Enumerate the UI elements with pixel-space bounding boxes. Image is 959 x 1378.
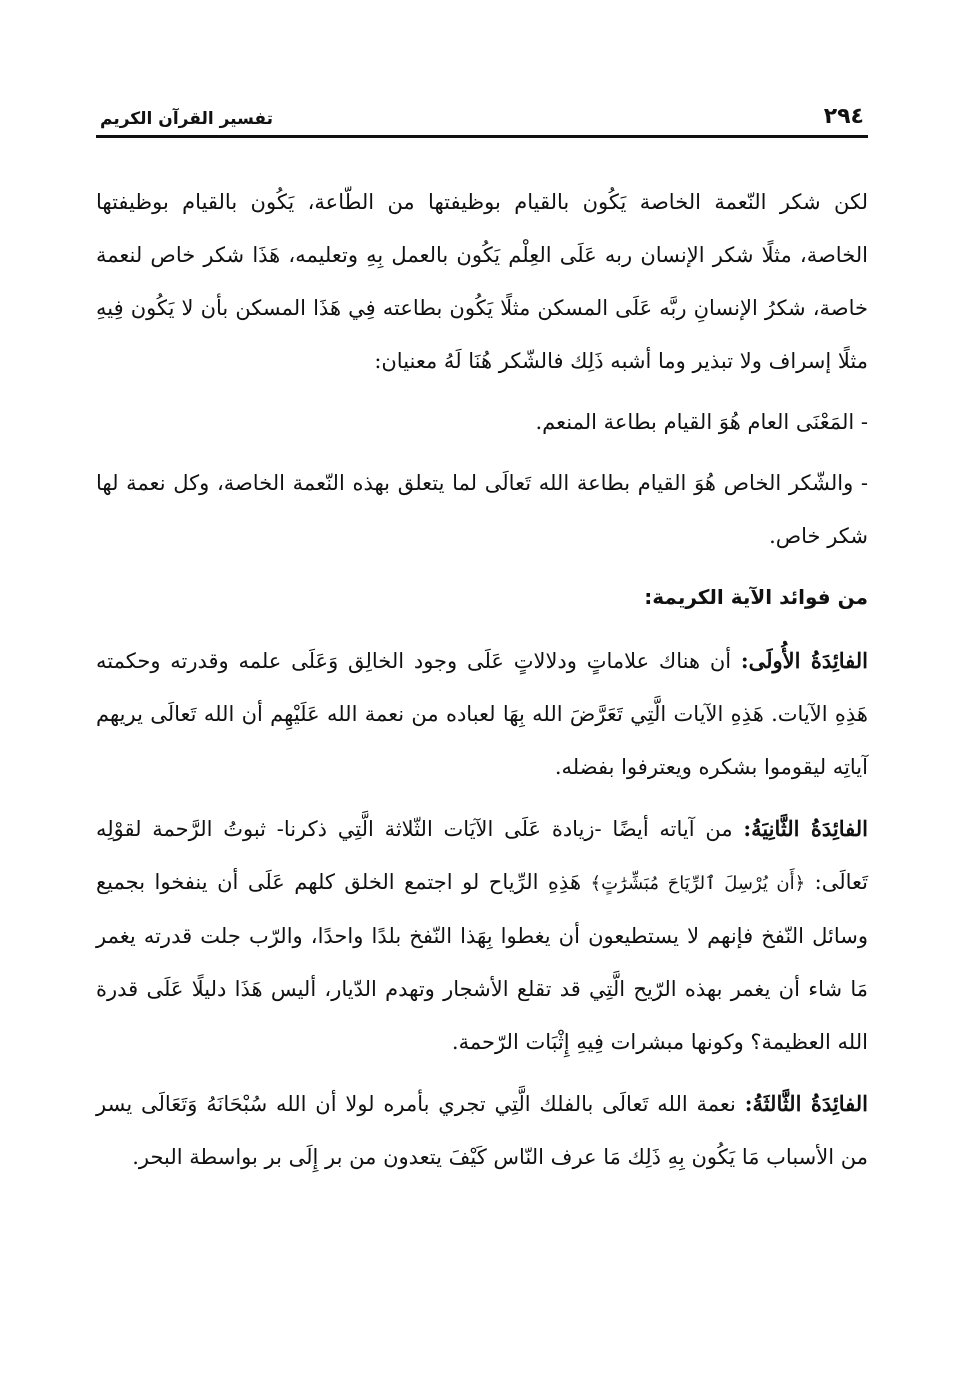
page-content [96,176,868,1184]
meaning-general: - المَعْنَى العام هُوَ القيام بطاعة المنعم. [535,410,868,434]
document-page [96,96,868,1192]
book-title: تفسير القرآن الكريم [100,109,274,129]
meaning-specific: - والشّكر الخاص هُوَ القيام بطاعة الله تَعالَى لما يتعلق بهذه النّعمة الخاصة، وكل نعمة لها شكر خاص. [96,471,868,548]
benefit-second-label: الفائِدَةُ الثَّانِيَةُ: [743,816,868,841]
benefit-first [96,634,868,794]
benefit-second [96,802,868,1069]
intro-paragraph: لكن شكر النّعمة الخاصة يَكُون بالقيام بوظيفتها من الطّاعة، يَكُون بالقيام بوظيفتها الخاصة، مثلًا شكر الإنسان ربه عَلَى العِلْم يَكُون بالعمل بِهِ وتعليمه، هَذَا شكر خاص لنعمة خاصة، شكرُ الإنسانِ ربَّه عَلَى المسكن مثلًا يَكُون بطاعته فِي هَذَا المسكن بأن لا يَكُون فِيهِ مثلًا إسراف ولا تبذير وما أشبه ذَلِك فالشّكر هُنَا لَهُ معنيان: [96,190,868,373]
page-number: ٢٩٤ [823,104,864,129]
quran-verse: ﴿أَن يُرْسِلَ ٱلرِّيَاحَ مُبَشِّرَٰتٍ﴾ [590,873,806,894]
benefit-first-label: الفائِدَةُ الأُولَى: [740,648,868,673]
benefit-first-text: أن هناك علاماتٍ ودلالاتٍ عَلَى وجود الخالِق وَعَلَى علمه وقدرته وحكمته هَذِهِ الآيات. هَذِهِ الآيات الَّتِي تَعَرَّضَ الله بِهَا لعباده من نعمة الله عَلَيْهِم أن الله تَعالَى يريهم آياتِه ليقوموا بشكره ويعترفوا بفضله. [96,649,868,779]
benefit-third-text: نعمة الله تَعالَى بالفلك الَّتِي تجري بأمره لولا أن الله سُبْحَانَهُ وَتَعَالَى يسر من الأسباب مَا يَكُون بِهِ ذَلِك مَا عرف النّاس كَيْفَ يتعدون من بر إِلَى بر بواسطة البحر. [96,1092,868,1169]
page-header [96,96,868,138]
benefit-second-text-before: من آياته أيضًا -زيادة عَلَى الآيَات الثّلاثة الَّتِي ذكرنا- ثبوتُ الرَّحمة لقوْلِه تَعالَى: [96,817,869,894]
benefit-second-text-after: هَذِهِ الرِّياح لو اجتمع الخلق كلهم عَلَى أن ينفخوا بجميع وسائل النّفخ فإنهم لا يستطيعون أن يغطوا بِهَذا النّفخ بلدًا واحدًا، والرّب جلت قدرته يغمر مَا شاء أن يغمر بهذه الرّيح الَّتِي قد تقلع الأشجار وتهدم الدّيار، أليس هَذَا دليلًا عَلَى قدرة الله العظيمة؟ وكونها مبشرات فِيهِ إِثْبَات الرّحمة. [96,870,868,1054]
section-heading: من فوائد الآية الكريمة: [644,585,868,609]
benefit-third-label: الفائِدَةُ الثَّالثَةُ: [744,1091,868,1116]
benefit-third [96,1077,868,1184]
